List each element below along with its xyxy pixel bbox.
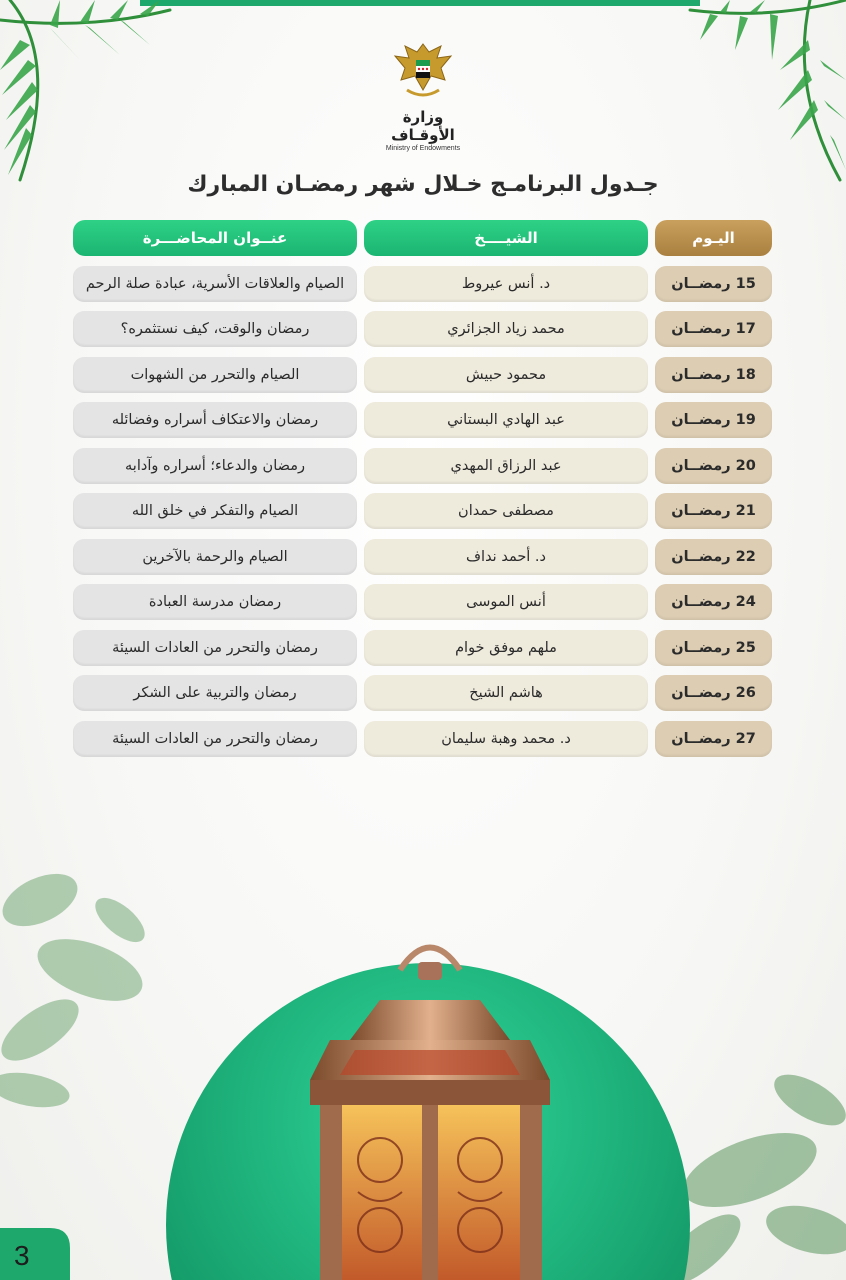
day-cell: 27 رمضــان <box>655 721 772 757</box>
lecture-cell: رمضان والتحرر من العادات السيئة <box>73 721 357 757</box>
sheikh-cell: د. محمد وهبة سليمان <box>364 721 648 757</box>
day-cell: 19 رمضــان <box>655 402 772 438</box>
lecture-cell: الصيام والتحرر من الشهوات <box>73 357 357 393</box>
sheikh-cell: أنس الموسى <box>364 584 648 620</box>
day-cell: 25 رمضــان <box>655 630 772 666</box>
table-row <box>0 448 846 484</box>
day-cell: 26 رمضــان <box>655 675 772 711</box>
lecture-cell: رمضان والوقت، كيف نستثمره؟ <box>73 311 357 347</box>
sheikh-cell: د. أنس عيروط <box>364 266 648 302</box>
lecture-cell: رمضان والاعتكاف أسراره وفضائله <box>73 402 357 438</box>
blurred-leaves-left <box>0 860 170 1120</box>
ministry-logo <box>373 40 473 152</box>
table-row <box>0 357 846 393</box>
palm-leaves-top-right <box>680 0 846 190</box>
sheikh-cell: ملهم موفق خوام <box>364 630 648 666</box>
page-number: 3 <box>14 1240 30 1271</box>
column-header-sheikh: الشيــــخ <box>364 220 648 256</box>
lecture-cell: الصيام والعلاقات الأسرية، عبادة صلة الرحم <box>73 266 357 302</box>
page-number-badge <box>0 1228 70 1280</box>
eagle-emblem-icon <box>393 40 453 102</box>
palm-leaves-top-left <box>0 0 180 190</box>
column-header-lecture: عنــوان المحاضـــرة <box>73 220 357 256</box>
page-number-tab-icon <box>0 1228 70 1280</box>
sheikh-cell: محمد زياد الجزائري <box>364 311 648 347</box>
table-row <box>0 266 846 302</box>
day-cell: 18 رمضــان <box>655 357 772 393</box>
lecture-cell: رمضان والتربية على الشكر <box>73 675 357 711</box>
lecture-cell: رمضان مدرسة العبادة <box>73 584 357 620</box>
table-row <box>0 721 846 757</box>
day-cell: 17 رمضــان <box>655 311 772 347</box>
day-cell: 20 رمضــان <box>655 448 772 484</box>
lecture-cell: رمضان والتحرر من العادات السيئة <box>73 630 357 666</box>
page-title: جـدول البرنامـج خـلال شهر رمضـان المبارك <box>187 172 659 197</box>
ministry-name-en: Ministry of Endowments <box>385 145 461 152</box>
table-row <box>0 630 846 666</box>
lecture-cell: رمضان والدعاء؛ أسراره وآدابه <box>73 448 357 484</box>
table-row <box>0 539 846 575</box>
table-row <box>0 402 846 438</box>
top-green-bar <box>140 0 700 6</box>
sheikh-cell: محمود حبيش <box>364 357 648 393</box>
day-cell: 21 رمضــان <box>655 493 772 529</box>
table-row <box>0 675 846 711</box>
sheikh-cell: عبد الهادي البستاني <box>364 402 648 438</box>
sheikh-cell: عبد الرزاق المهدي <box>364 448 648 484</box>
day-cell: 22 رمضــان <box>655 539 772 575</box>
ministry-name-ar: وزارة الأوقـاف <box>391 108 455 144</box>
sheikh-cell: مصطفى حمدان <box>364 493 648 529</box>
column-header-day: اليـوم <box>655 220 772 256</box>
lecture-cell: الصيام والرحمة بالآخرين <box>73 539 357 575</box>
lecture-cell: الصيام والتفكر في خلق الله <box>73 493 357 529</box>
table-row <box>0 311 846 347</box>
table-row <box>0 493 846 529</box>
sheikh-cell: د. أحمد نداف <box>364 539 648 575</box>
lantern-illustration <box>160 930 700 1280</box>
sheikh-cell: هاشم الشيخ <box>364 675 648 711</box>
table-row <box>0 584 846 620</box>
day-cell: 15 رمضــان <box>655 266 772 302</box>
day-cell: 24 رمضــان <box>655 584 772 620</box>
